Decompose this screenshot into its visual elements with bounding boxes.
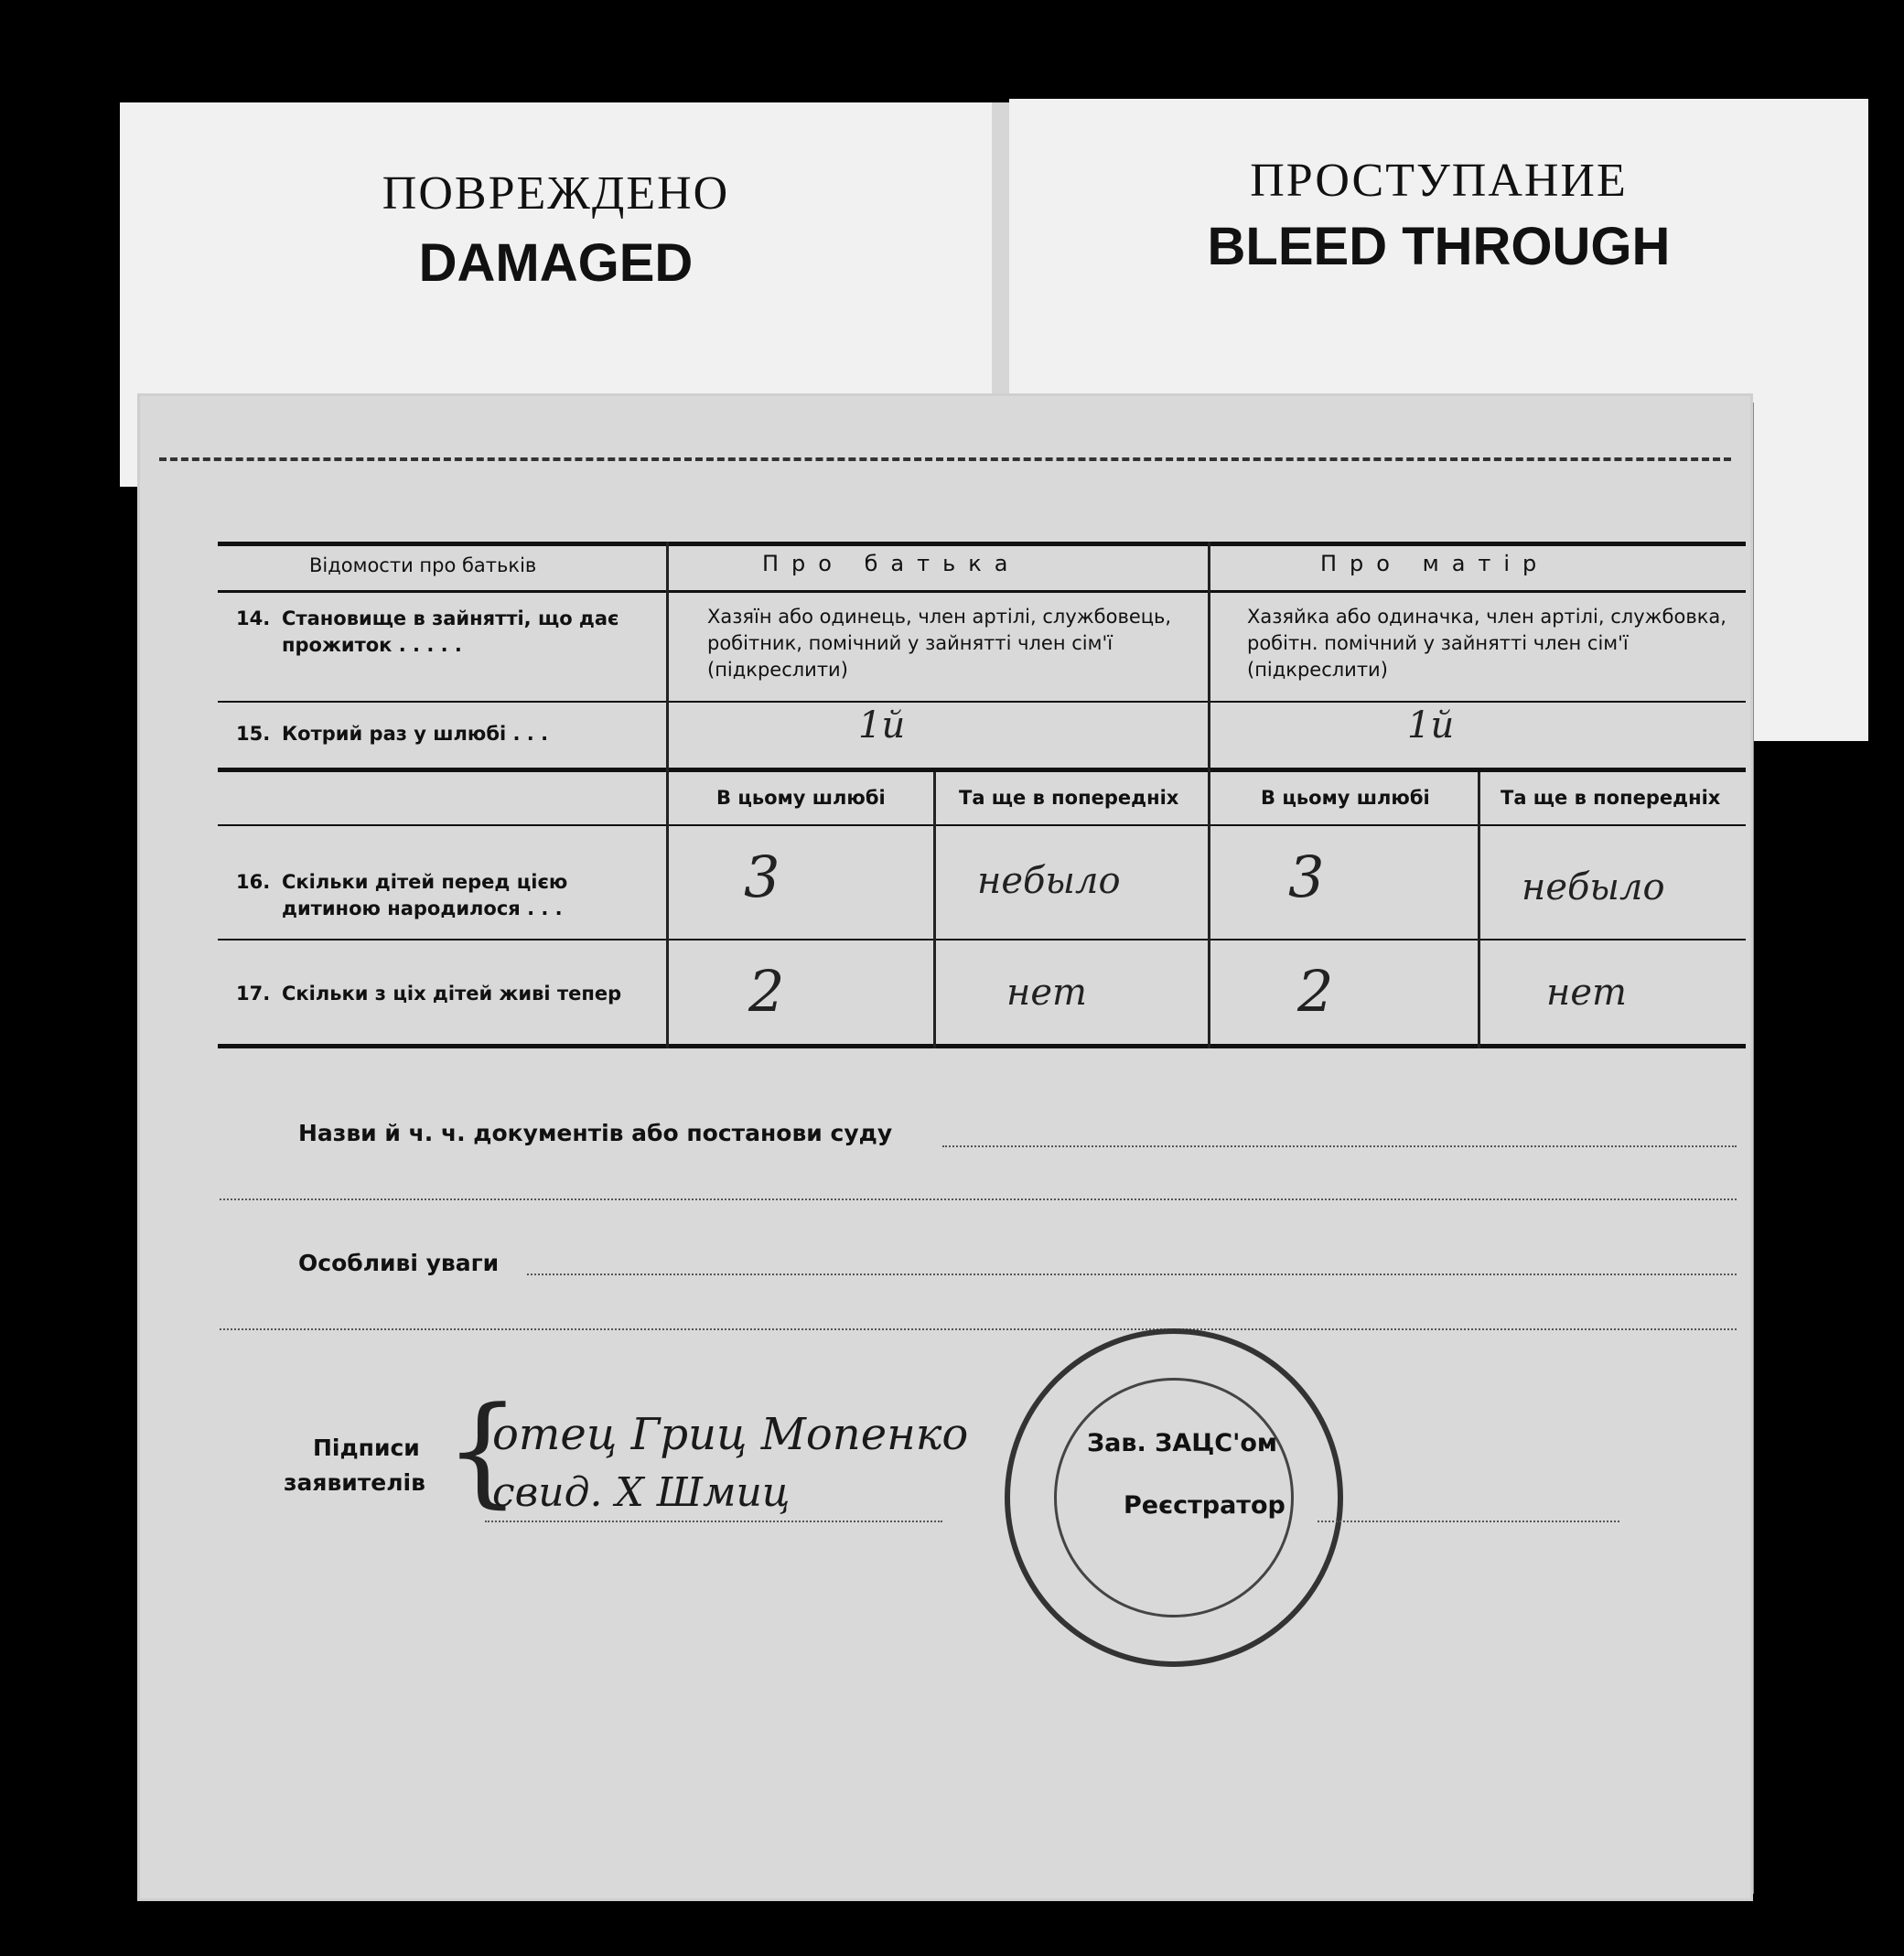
subheader-father-previous: Та ще в попередніх — [959, 787, 1179, 809]
row16-father-previous: небыло — [977, 860, 1121, 902]
applicant-signature-1: отец Гриц Мопенко — [492, 1409, 969, 1460]
row15-mother-value: 1й — [1407, 704, 1455, 747]
row16-mother-previous: небыло — [1522, 866, 1665, 908]
row16-number: 16. — [236, 871, 271, 893]
row15-number: 15. — [236, 723, 271, 745]
documents-line-1 — [942, 1145, 1737, 1147]
header-father: Про батька — [762, 551, 1021, 576]
applicant-signature-2: свид. Х Шмиц — [492, 1469, 791, 1516]
applicant-sign-line — [485, 1521, 942, 1522]
documents-label: Назви й ч. ч. документів або постанови суду — [298, 1120, 893, 1146]
row14-rule — [218, 701, 1746, 703]
row14-number: 14. — [236, 607, 271, 629]
col-divider-1 — [666, 542, 669, 1048]
row16-mother-this: 3 — [1288, 844, 1325, 910]
col-divider-2 — [1208, 542, 1210, 1048]
row15-father-value: 1й — [858, 704, 906, 747]
row16-rule — [218, 939, 1746, 940]
row14-label: Становище в зайнятті, що дає прожиток . . . . . — [282, 607, 619, 656]
registrar-sign-line — [1318, 1521, 1619, 1522]
row17-label: Скільки з ціх дітей живі тепер — [282, 983, 622, 1005]
row14-father-options: Хазяїн або одинець, член артілі, службовець, робітник, помічний у зайнятті член сім'ї (підкреслити) — [707, 606, 1172, 681]
row17-mother-this: 2 — [1297, 958, 1334, 1025]
table-header-rule — [218, 590, 1746, 593]
registrar-label: Реєстратор — [1124, 1491, 1285, 1520]
bleed-label-en: BLEED THROUGH — [1207, 217, 1671, 276]
subheader-mother-previous: Та ще в попередніх — [1501, 787, 1721, 809]
damaged-label-en: DAMAGED — [418, 233, 694, 293]
table-bottom-rule — [218, 1044, 1746, 1048]
applicants-label-2: заявителів — [284, 1469, 425, 1496]
notes-label: Особливі уваги — [298, 1250, 500, 1276]
row16-label: Скільки дітей перед цією дитиною народилося . . . — [282, 871, 568, 919]
subheader-father-this: В цьому шлюбі — [716, 787, 886, 809]
subheader-mother-this: В цьому шлюбі — [1261, 787, 1430, 809]
damaged-label-ru: ПОВРЕЖДЕНО — [382, 167, 730, 220]
row14-mother-options: Хазяйка або одиначка, член артілі, службовка, робітн. помічний у зайнятті член сім'ї (підкреслити) — [1247, 606, 1727, 681]
row17-father-previous: нет — [1006, 972, 1087, 1014]
documents-line-2 — [220, 1198, 1737, 1200]
row17-father-this: 2 — [748, 958, 785, 1025]
col-divider-f — [933, 772, 936, 1048]
head-label: Зав. ЗАЦС'ом — [1087, 1429, 1277, 1457]
birth-record-form — [137, 393, 1753, 1901]
col-divider-m — [1478, 772, 1480, 1048]
applicants-label-1: Підписи — [313, 1435, 420, 1461]
perforation-line — [159, 457, 1731, 461]
header-parents-info: Відомости про батьків — [309, 554, 537, 576]
notes-line-2 — [220, 1328, 1737, 1330]
bleed-label-ru: ПРОСТУПАНИЕ — [1250, 155, 1628, 207]
row16-father-this: 3 — [744, 844, 780, 910]
row17-number: 17. — [236, 983, 271, 1005]
signature-brace: { — [445, 1381, 521, 1520]
table-top-rule — [218, 542, 1746, 546]
row17-mother-previous: нет — [1546, 972, 1627, 1014]
header-mother: Про матір — [1320, 551, 1550, 576]
notes-line-1 — [527, 1274, 1737, 1275]
row15-label: Котрий раз у шлюбі . . . — [282, 723, 549, 745]
subheader-rule — [218, 824, 1746, 826]
row15-rule — [218, 768, 1746, 772]
